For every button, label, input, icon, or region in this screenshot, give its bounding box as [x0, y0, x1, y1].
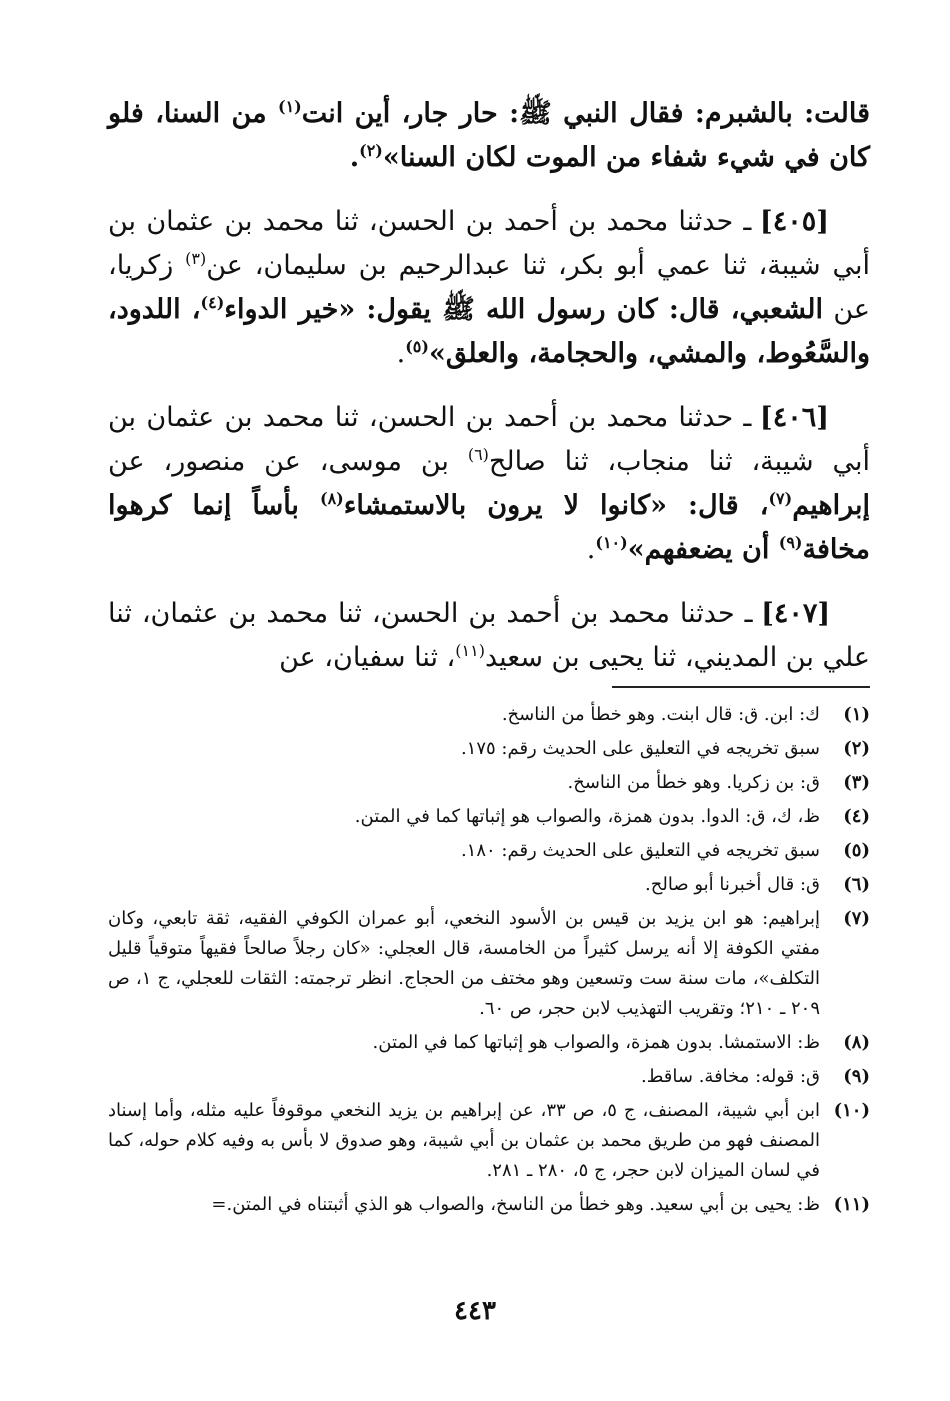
footnote-ref: (٤) [200, 293, 225, 312]
footnote-number: (٤) [843, 806, 870, 827]
footnote-number: (٥) [843, 840, 870, 861]
footnote-ref: (٣) [185, 249, 207, 268]
hadith-number: [٤٠٥] [759, 206, 829, 237]
text-run: ، ثنا سفيان، عن [279, 642, 456, 673]
footnote-text: ظ: يحيى بن أبي سعيد. وهو خطأ من الناسخ، والصواب هو الذي أثبتناه في المتن.= [211, 1194, 820, 1215]
footnote-number: (٨) [843, 1032, 870, 1053]
footnote-ref: (٩) [778, 533, 803, 552]
text-run: ـ حدثنا محمد بن أحمد بن الحسن، ثنا محمد بن عثمان بن أبي شيبة، ثنا عمي أبو بكر، ثنا عبدالرحيم بن سليمان، عن [108, 206, 871, 281]
footnote-number: (٧) [843, 908, 870, 929]
footnote-item [108, 802, 870, 832]
footnote-item [108, 870, 870, 900]
main-text [108, 92, 870, 700]
footnote-item [108, 1028, 870, 1058]
footnote-number: (٦) [843, 874, 870, 895]
footnote-ref: (٦) [467, 445, 489, 464]
paragraph-continuation [108, 92, 870, 180]
footnote-text: سبق تخريجه في التعليق على الحديث رقم: ١٧٥. [460, 738, 820, 759]
hadith-406 [108, 396, 870, 572]
footnote-ref: (٧) [768, 489, 793, 508]
text-run: . [586, 534, 596, 565]
footnote-text: ظ، ك، ق: الدوا. بدون همزة، والصواب هو إثباتها كما في المتن. [354, 806, 820, 827]
text-run: ـ حدثنا محمد بن أحمد بن الحسن، ثنا محمد بن عثمان، ثنا علي بن المديني، ثنا يحيى بن سعيد [108, 598, 870, 673]
footnote-ref: (٥) [405, 337, 429, 356]
footnote-item [108, 734, 870, 764]
footnote-ref: (١١) [455, 641, 485, 660]
footnote-item [108, 836, 870, 866]
footnote-text: إبراهيم: هو ابن يزيد بن قيس بن الأسود النخعي، أبو عمران الكوفي الفقيه، ثقة تابعي، وكان مفتي الكوفة إلا أنه يرسل كثيراً من الخامسة، قال العجلي: «كان رجلاً صالحاً فقيهاً متوقياً قليل التكلف»، مات سنة ست وتسعين وهو مختف من الحجاج. انظر ترجمته: الثقات للعجلي، ج ١، ص ٢٠٩ ـ ٢١٠؛ وتقريب التهذيب لابن حجر، ص ٦٠. [108, 908, 820, 1019]
text-run: ـ حدثنا محمد بن أحمد بن الحسن، ثنا محمد بن عثمان بن أبي شيبة، ثنا منجاب، ثنا صالح [108, 402, 870, 477]
text-run: بن موسى، عن منصور، عن [108, 446, 468, 477]
footnote-item [108, 1190, 870, 1220]
footnote-text: ق: قال أخبرنا أبو صالح. [645, 874, 820, 895]
hadith-407 [108, 592, 870, 680]
footnote-number: (١) [843, 704, 870, 725]
hadith-number: [٤٠٦] [759, 402, 829, 433]
text-run: زكريا، عن [108, 250, 871, 325]
footnote-separator [612, 686, 870, 688]
text-run: إبراهيم [792, 490, 870, 521]
text-run: من السنا، فلو كان في شيء شفاء من الموت لكان السنا» [108, 98, 870, 173]
hadith-number: [٤٠٧] [761, 598, 831, 629]
footnote-ref: (١) [277, 97, 302, 116]
footnote-text: ك: ابن. ق: قال ابنت. وهو خطأ من الناسخ. [501, 704, 820, 725]
footnote-number: (٩) [843, 1066, 870, 1087]
hadith-405 [108, 200, 870, 376]
footnote-text: ق: قوله: مخافة. ساقط. [641, 1066, 820, 1087]
footnote-text: ابن أبي شيبة، المصنف، ج ٥، ص ٣٣، عن إبراهيم بن يزيد النخعي موقوفاً عليه مثله، وأما إسناد المصنف فهو من طريق محمد بن عثمان بن أبي شيبة، وهو صدوق لا بأس به وفيه كلام حوله، كما في لسان الميزان لابن حجر، ج ٥، ٢٨٠ ـ ٢٨١. [108, 1100, 821, 1181]
footnote-number: (١٠) [833, 1100, 870, 1121]
text-run: الشعبي، قال: كان رسول الله ﷺ يقول: «خير الدواء [224, 294, 823, 325]
text-run: بأساً إنما كرهوا مخافة [108, 490, 870, 565]
text-run: . [349, 142, 360, 173]
footnote-ref: (٨) [319, 489, 344, 508]
footnote-ref: (٢) [359, 141, 383, 160]
footnote-item [108, 904, 870, 1024]
footnote-ref: (١٠) [595, 533, 628, 552]
footnote-text: سبق تخريجه في التعليق على الحديث رقم: ١٨٠. [460, 840, 820, 861]
text-run: قالت: بالشبرم: فقال النبي ﷺ: حار جار، أين انت [301, 98, 870, 129]
page-number: ٤٤٣ [454, 1296, 496, 1326]
text-run: . [396, 338, 406, 369]
footnote-text: ظ: الاستمشا. بدون همزة، والصواب هو إثباتها كما في المتن. [372, 1032, 820, 1053]
footnote-number: (٣) [843, 772, 870, 793]
text-run: ، اللدود، والسَّعُوط، والمشي، والحجامة، والعلق» [108, 294, 870, 369]
footnote-number: (٢) [843, 738, 870, 759]
text-run: أن يضعفهم» [627, 534, 779, 565]
footnote-item [108, 700, 870, 730]
footnote-item [108, 1096, 870, 1186]
footnote-number: (١١) [833, 1194, 870, 1215]
footnote-item [108, 768, 870, 798]
footnote-text: ق: بن زكريا. وهو خطأ من الناسخ. [567, 772, 820, 793]
footnote-item [108, 1062, 870, 1092]
footnotes [108, 700, 870, 1224]
text-run: ، قال: «كانوا لا يرون بالاستمشاء [343, 490, 769, 521]
